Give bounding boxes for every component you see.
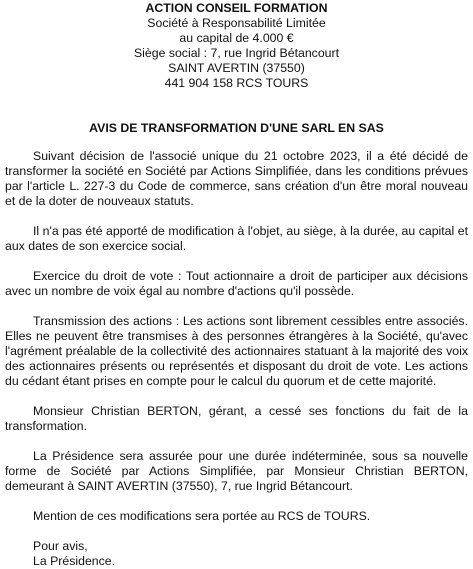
paragraph-no-modification: Il n'a pas été apporté de modification à l'objet, au siège, à la durée, au capital et aux dates de son exercice social. (5, 224, 468, 253)
notice-title: AVIS DE TRANSFORMATION D'UNE SARL EN SAS (89, 121, 384, 135)
registered-office: Siège social : 7, rue Ingrid Bétancourt (133, 46, 340, 60)
paragraph-transformation-decision: Suivant décision de l'associé unique du 21 octobre 2023, il a été décidé de transformer la société en Société par Actions Simplifiée, dans les conditions prévues par l'article L. 227-3 du Code de commerce, sans création d'un être moral nouveau et de la doter de nouveaux statuts. (5, 149, 468, 208)
company-name: ACTION CONSEIL FORMATION (145, 1, 328, 15)
notice-body (5, 149, 468, 569)
paragraph-voting-rights: Exercice du droit de vote : Tout actionnaire a droit de participer aux décisions avec un nombre de voix égal au nombre d'actions qu'il possède. (5, 269, 468, 298)
office-city: SAINT AVERTIN (37550) (168, 61, 305, 75)
closing-line: Pour avis, (33, 539, 88, 553)
paragraph-presidency: La Présidence sera assurée pour une durée indéterminée, sous sa nouvelle forme de Société par Actions Simplifiée, par Monsieur Christian BERTON, demeurant à SAINT AVERTIN (37550), 7, rue Ingrid Bétancourt. (5, 449, 468, 493)
rcs-registration: 441 904 158 RCS TOURS (164, 76, 309, 90)
share-capital: au capital de 4.000 € (179, 31, 294, 45)
signature: La Présidence. (33, 554, 116, 568)
paragraph-share-transfer: Transmission des actions : Les actions sont librement cessibles entre associés. Elles ne peuvent être transmises à des personnes étrangères à la Société, qu'avec l'agrément préalable de la collectivité des actionnaires statuant à la majorité des voix des actionnaires présents ou représentés et disposant du droit de vote. Les actions du cédant étant prises en compte pour le calcul du quorum et de cette majorité. (5, 314, 468, 388)
company-header (0, 1, 473, 91)
paragraph-rcs-mention: Mention de ces modifications sera portée au RCS de TOURS. (33, 509, 371, 523)
paragraph-manager-resignation: Monsieur Christian BERTON, gérant, a cessé ses fonctions du fait de la transformation. (5, 404, 468, 433)
legal-form: Société à Responsabilité Limitée (147, 16, 326, 30)
